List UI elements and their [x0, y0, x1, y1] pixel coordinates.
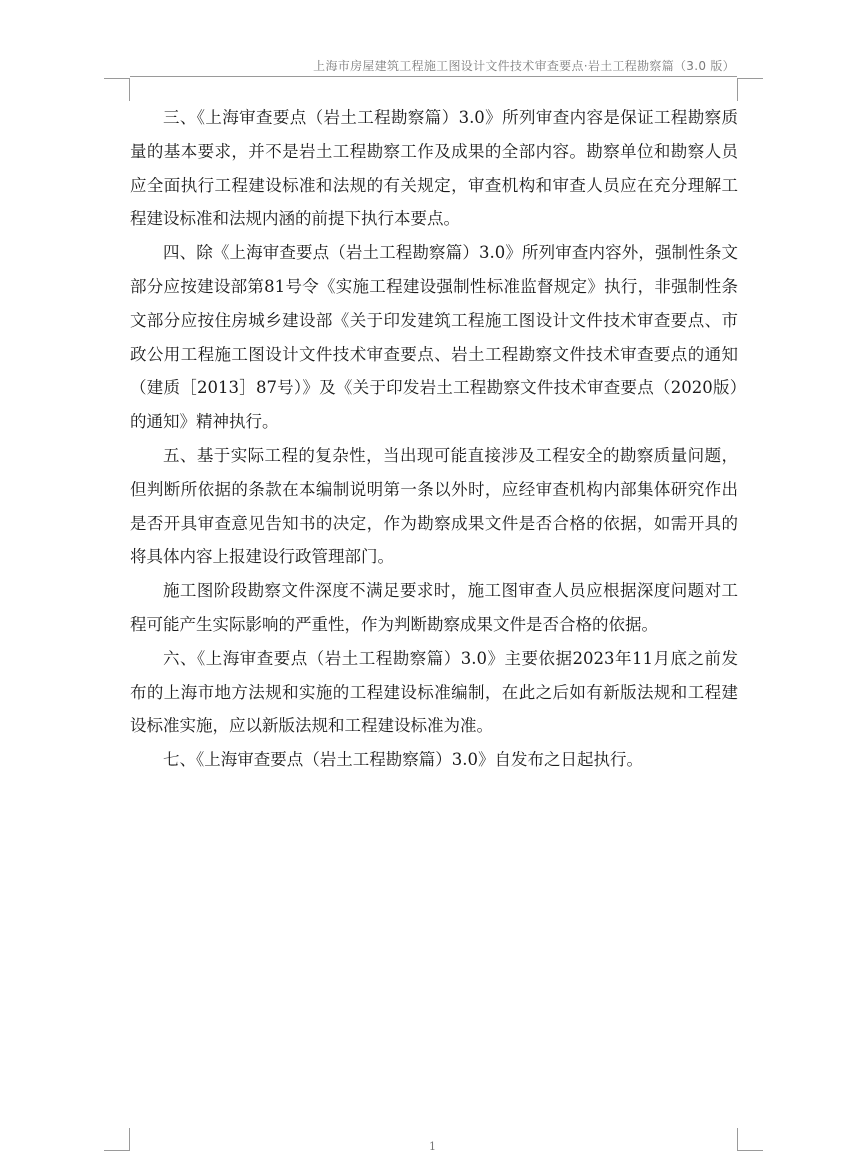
crop-mark-top-left: [104, 78, 130, 101]
paragraph-3: 三、《上海审查要点（岩土工程勘察篇）3.0》所列审查内容是保证工程勘察质量的基本要求，并不是岩土工程勘察工作及成果的全部内容。勘察单位和勘察人员应全面执行工程建设标准和法规的有关规定，审查机构和审查人员应在充分理解工程建设标准和法规内涵的前提下执行本要点。: [130, 108, 738, 229]
body-text: [130, 101, 738, 777]
page-number: 1: [429, 1140, 436, 1153]
running-header: 上海市房屋建筑工程施工图设计文件技术审查要点·岩土工程勘察篇（3.0 版）: [313, 59, 735, 73]
paragraph-5-supplement: 施工图阶段勘察文件深度不满足要求时，施工图审查人员应根据深度问题对工程可能产生实际影响的严重性，作为判断勘察成果文件是否合格的依据。: [130, 581, 738, 634]
paragraph-6: 六、《上海审查要点（岩土工程勘察篇）3.0》主要依据2023年11月底之前发布的上海市地方法规和实施的工程建设标准编制，在此之后如有新版法规和工程建设标准实施，应以新版法规和工程建设标准为准。: [130, 648, 738, 736]
paragraph-4: 四、除《上海审查要点（岩土工程勘察篇）3.0》所列审查内容外，强制性条文部分应按建设部第81号令《实施工程建设强制性标准监督规定》执行，非强制性条文部分应按住房城乡建设部《关于印发建筑工程施工图设计文件技术审查要点、市政公用工程施工图设计文件技术审查要点、岩土工程勘察文件技术审查要点的通知（建质［2013］87号）》及《关于印发岩土工程勘察文件技术审查要点（2020版）的通知》精神执行。: [130, 243, 738, 432]
paragraph-5: 五、基于实际工程的复杂性，当出现可能直接涉及工程安全的勘察质量问题，但判断所依据的条款在本编制说明第一条以外时，应经审查机构内部集体研究作出是否开具审查意见告知书的决定，作为勘察成果文件是否合格的依据，如需开具的将具体内容上报建设行政管理部门。: [130, 445, 738, 567]
crop-mark-top-right: [737, 78, 763, 101]
paragraph-7: 七、《上海审查要点（岩土工程勘察篇）3.0》自发布之日起执行。: [163, 750, 643, 770]
header-rule: [130, 76, 737, 77]
